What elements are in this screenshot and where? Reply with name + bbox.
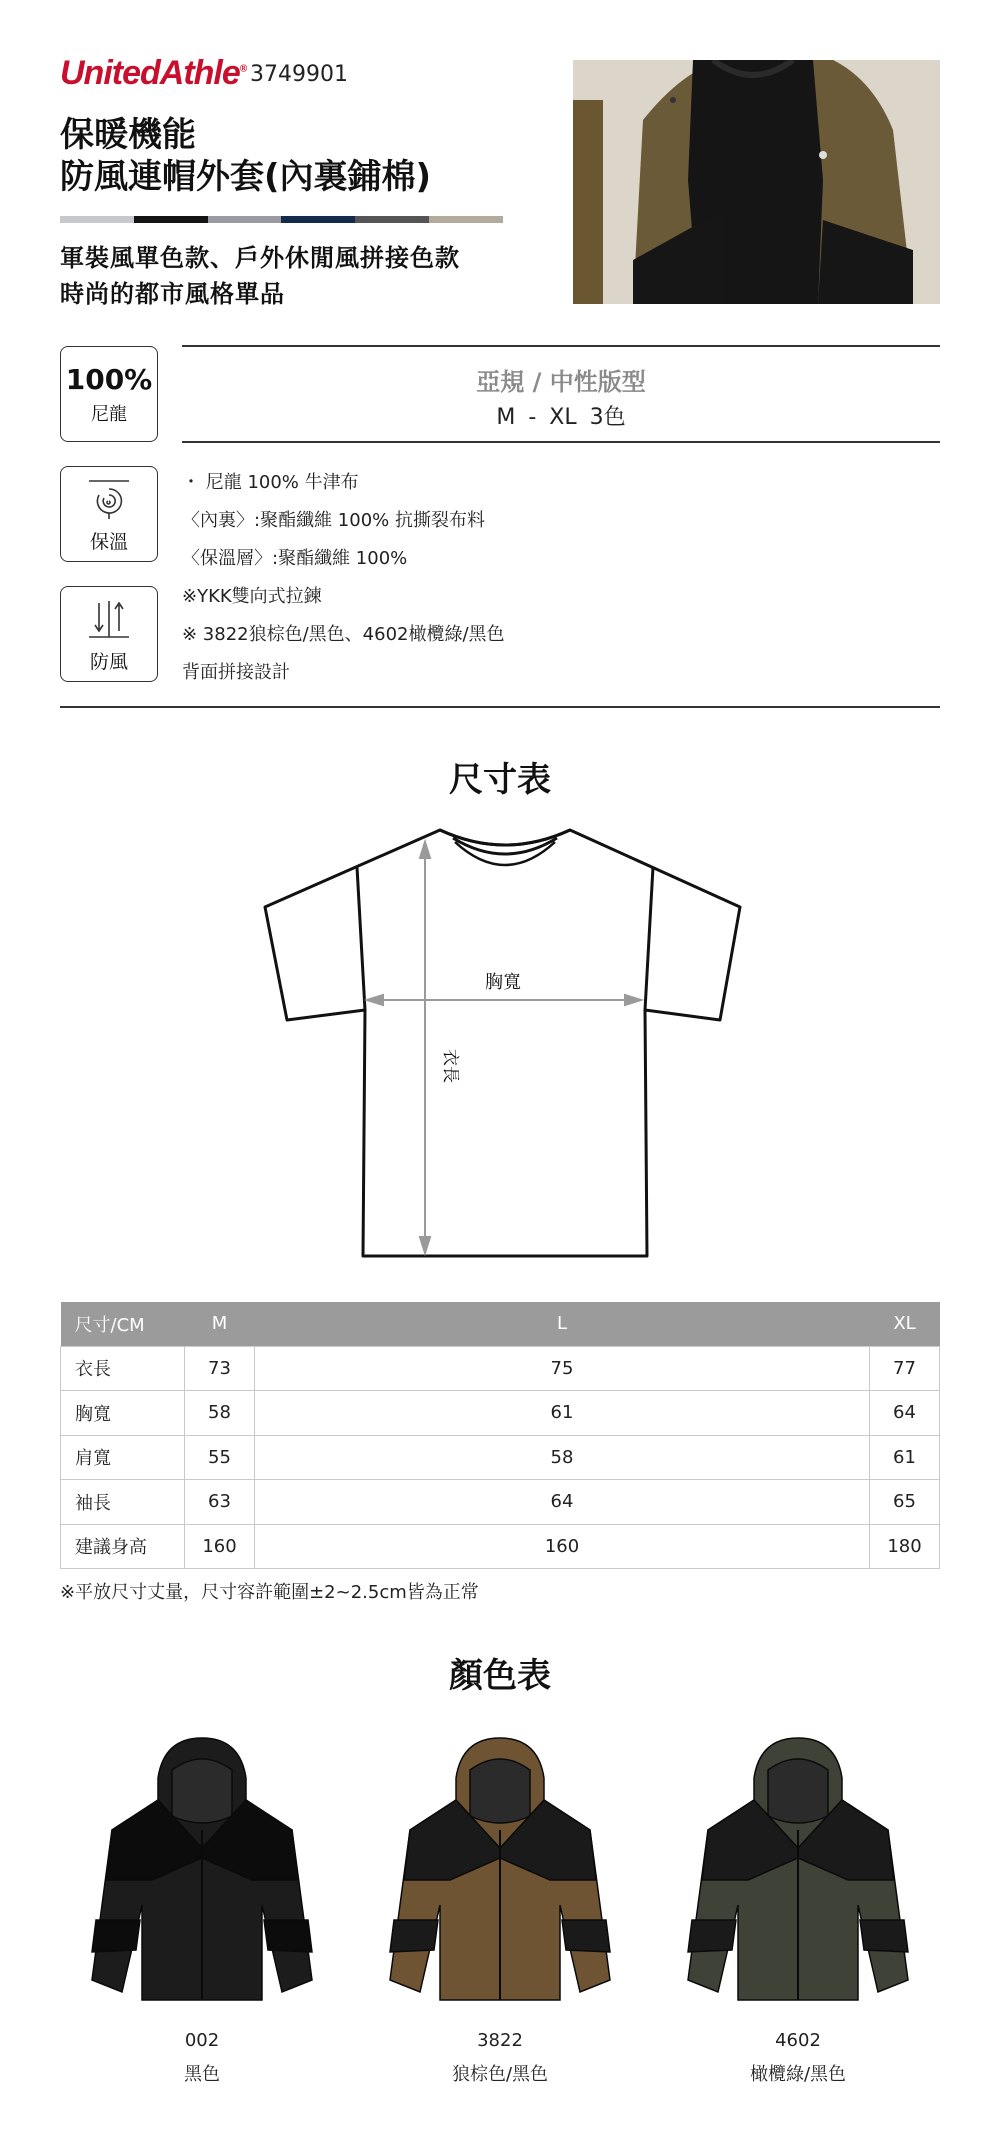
row-label: 建議身高: [61, 1524, 185, 1569]
material-badge: [60, 346, 158, 442]
fit-category: 亞規 / 中性版型: [476, 368, 646, 396]
material-percent: 100%: [65, 363, 153, 396]
warm-label: 保溫: [89, 531, 128, 553]
cell: 65: [870, 1480, 940, 1525]
cell: 63: [185, 1480, 255, 1525]
table-row: [61, 1391, 940, 1436]
jacket-hood-lining: [470, 1759, 530, 1823]
product-subtitle: [60, 240, 460, 312]
cell: 180: [870, 1524, 940, 1569]
jacket-sleeve-panel-left: [688, 1920, 736, 1952]
jacket-hood-lining: [768, 1759, 828, 1823]
size-table: [60, 1302, 940, 1569]
spec-item: 〈保溫層〉:聚酯纖維 100%: [182, 548, 408, 569]
stripe-segment: [134, 216, 208, 223]
product-title: [60, 114, 431, 198]
title-line-2: 防風連帽外套(內裏鋪棉): [60, 157, 432, 197]
material-name: 尼龍: [91, 404, 127, 425]
table-row: [61, 1346, 940, 1391]
size-table-header: [61, 1302, 940, 1346]
spec-item: ※ 3822狼棕色/黑色、4602橄欖綠/黑色: [182, 624, 505, 645]
jacket-icon: [72, 1730, 332, 2010]
color-swatch-4602: [668, 1730, 928, 2010]
hero-photo: [573, 60, 940, 304]
cell: 64: [255, 1480, 870, 1525]
cell: 77: [870, 1346, 940, 1391]
color-swatch-3822: [370, 1730, 630, 2010]
spec-item: 〈內裏〉:聚酯纖維 100% 抗撕裂布料: [182, 510, 485, 531]
tshirt-outline: [265, 830, 740, 1256]
jacket-sleeve-panel-left: [92, 1920, 140, 1952]
jacket-sleeve-panel-left: [390, 1920, 438, 1952]
divider: [182, 441, 940, 443]
hero-illustration: [573, 60, 940, 304]
stripe-segment: [429, 216, 503, 223]
color-code: 4602: [775, 2030, 821, 2051]
stripe-segment: [60, 216, 134, 223]
cell: 75: [255, 1346, 870, 1391]
wind-badge: [60, 586, 158, 682]
stripe-segment: [281, 216, 355, 223]
chest-label: 胸寬: [485, 972, 521, 993]
color-chart-heading: 顏色表: [449, 1656, 551, 1696]
cell: 160: [185, 1524, 255, 1569]
table-row: [61, 1480, 940, 1525]
cell: 160: [255, 1524, 870, 1569]
size-note: ※平放尺寸丈量，尺寸容許範圍±2~2.5cm皆為正常: [60, 1582, 479, 1603]
tshirt-diagram: [255, 820, 755, 1270]
color-name: 黑色: [184, 2064, 220, 2085]
armhole-left: [357, 867, 365, 1010]
warm-badge: [60, 466, 158, 562]
row-label: 袖長: [61, 1480, 185, 1525]
cell: 61: [255, 1391, 870, 1436]
chest-arrow-left: [367, 995, 383, 1005]
table-row: [61, 1524, 940, 1569]
spec-item: ※YKK雙向式拉鍊: [182, 586, 322, 607]
divider: [60, 706, 940, 708]
spec-item: 背面拼接設計: [182, 662, 290, 683]
wind-label: 防風: [89, 651, 128, 673]
jacket-icon: [668, 1730, 928, 2010]
row-label: 胸寬: [61, 1391, 185, 1436]
jacket-icon: [370, 1730, 630, 2010]
cell: 64: [870, 1391, 940, 1436]
header-cell: L: [255, 1302, 870, 1346]
cell: 58: [185, 1391, 255, 1436]
stripe-segment: [208, 216, 282, 223]
spec-list: [182, 464, 505, 692]
jacket-hood-lining: [172, 1759, 232, 1823]
row-label: 肩寬: [61, 1435, 185, 1480]
chest-arrow-right: [625, 995, 641, 1005]
header-cell: M: [185, 1302, 255, 1346]
size-chart-heading: 尺寸表: [449, 760, 551, 800]
length-arrow-top: [420, 842, 430, 858]
armhole-right: [645, 867, 653, 1010]
length-arrow-bottom: [420, 1237, 430, 1253]
jacket-sleeve-panel-right: [264, 1920, 312, 1952]
color-swatch-002: [72, 1730, 332, 2010]
spiral-warm-icon: [85, 477, 133, 521]
color-code: 002: [184, 2030, 220, 2051]
header-cell: 尺寸/CM: [61, 1302, 185, 1346]
jacket-sleeve-panel-right: [562, 1920, 610, 1952]
length-label: 衣長: [440, 1049, 460, 1083]
title-line-1: 保暖機能: [60, 115, 196, 155]
row-label: 衣長: [61, 1346, 185, 1391]
color-name: 狼棕色/黑色: [451, 2064, 549, 2085]
color-stripe: [60, 216, 503, 223]
stripe-segment: [355, 216, 429, 223]
color-name: 橄欖綠/黑色: [749, 2064, 847, 2085]
color-code: 3822: [477, 2030, 523, 2051]
divider: [182, 345, 940, 347]
cell: 61: [870, 1435, 940, 1480]
jacket-sleeve-panel-right: [860, 1920, 908, 1952]
brand-logo: UnitedAthle®: [60, 54, 247, 92]
subtitle-line-2: 時尚的都市風格單品: [60, 280, 285, 308]
header-cell: XL: [870, 1302, 940, 1346]
spec-item: ・ 尼龍 100% 牛津布: [182, 472, 359, 493]
fit-sizes: M - XL 3色: [496, 405, 626, 430]
table-row: [61, 1435, 940, 1480]
cell: 73: [185, 1346, 255, 1391]
cell: 55: [185, 1435, 255, 1480]
wind-arrows-icon: [85, 597, 133, 641]
product-sku: 3749901: [250, 62, 348, 87]
subtitle-line-1: 軍裝風單色款、戶外休閒風拼接色款: [60, 244, 460, 272]
cell: 58: [255, 1435, 870, 1480]
